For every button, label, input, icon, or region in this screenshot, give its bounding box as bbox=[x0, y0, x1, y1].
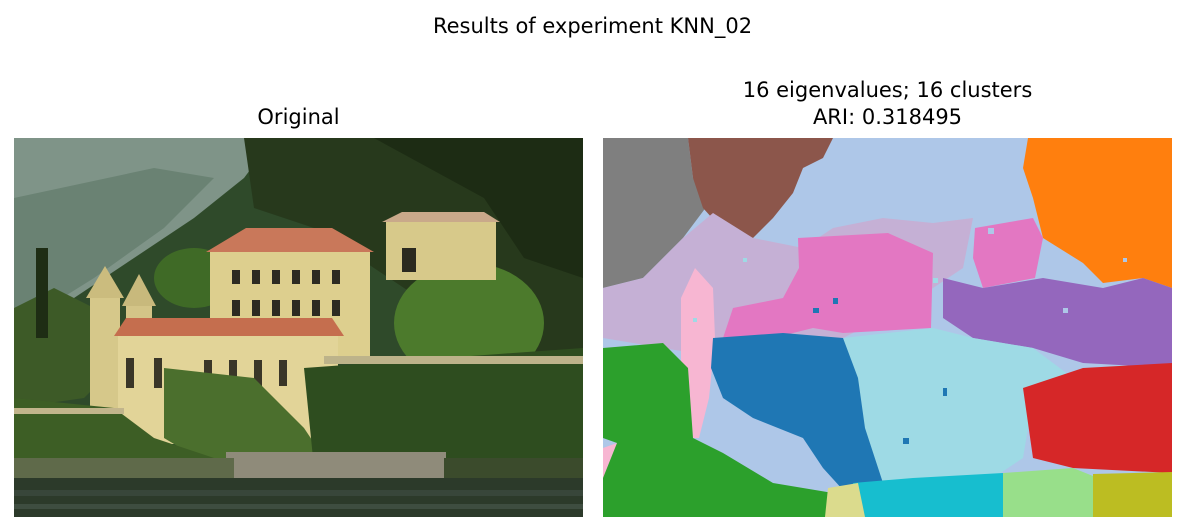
figure-suptitle: Results of experiment KNN_02 bbox=[432, 14, 753, 38]
result-title-line1: 16 eigenvalues; 16 clusters bbox=[742, 78, 1033, 102]
villa-photo bbox=[14, 138, 583, 517]
region-olive bbox=[1093, 472, 1172, 517]
segmentation-image bbox=[603, 138, 1172, 517]
segmentation-map bbox=[603, 138, 1172, 517]
region-light-green bbox=[1003, 468, 1093, 517]
original-panel-title: Original bbox=[257, 105, 340, 129]
region-pink-upper bbox=[973, 218, 1043, 288]
original-image bbox=[14, 138, 583, 517]
result-panel-title bbox=[603, 77, 1172, 131]
result-title-line2: ARI: 0.318495 bbox=[812, 105, 963, 129]
region-khaki bbox=[825, 483, 865, 517]
